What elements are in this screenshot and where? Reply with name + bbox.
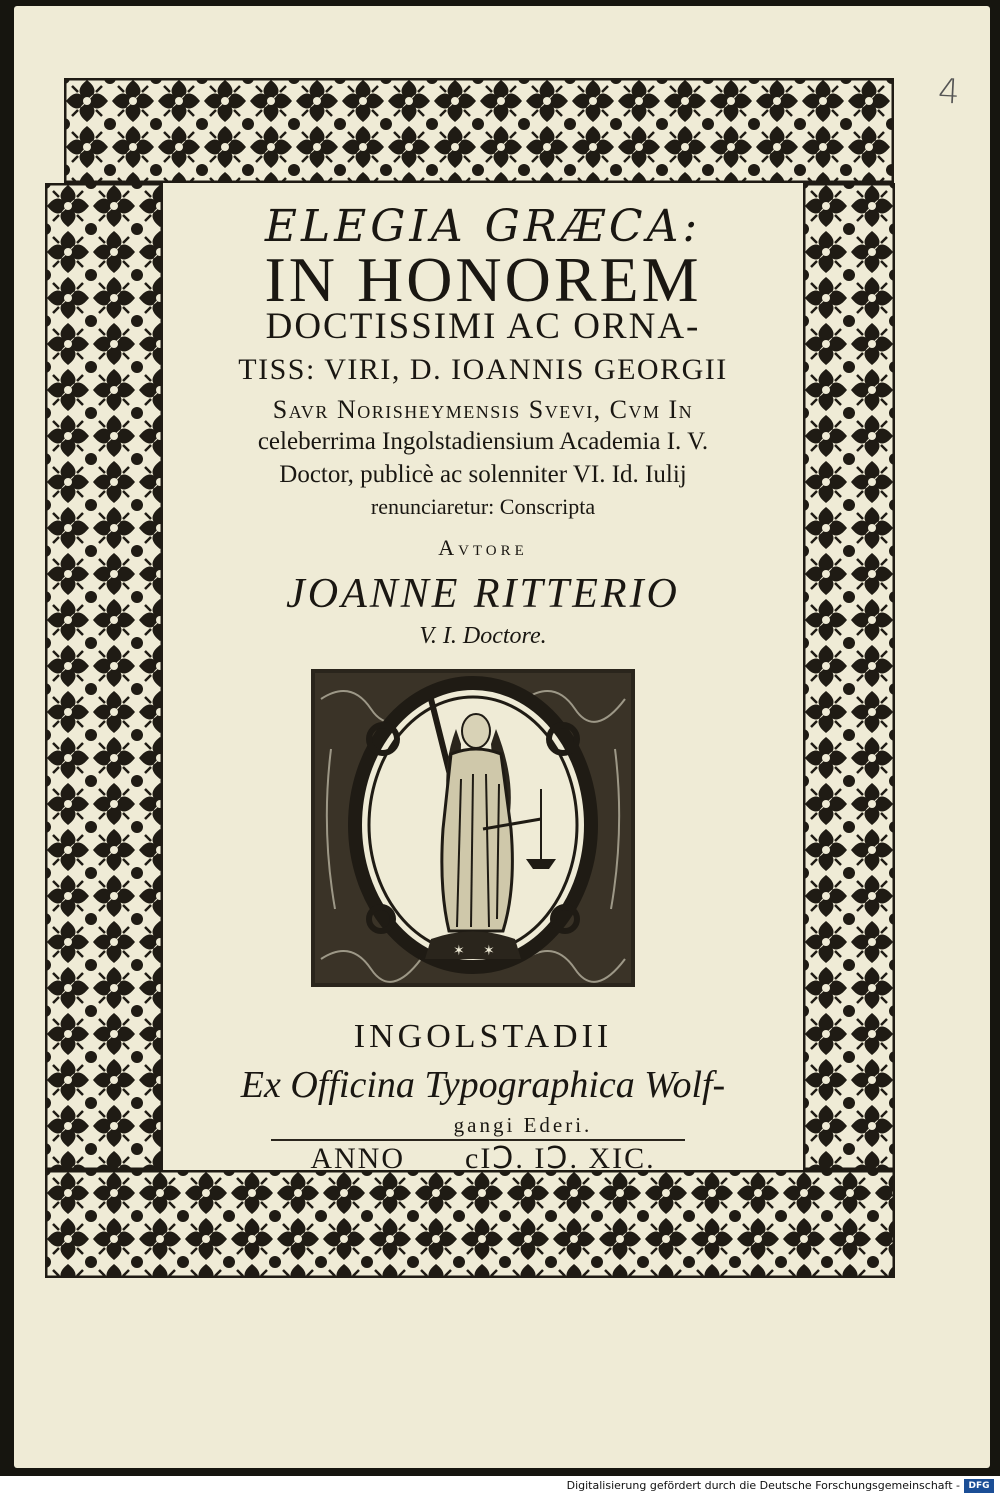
ornament-border-left bbox=[45, 183, 163, 1170]
imprint-place: INGOLSTADII bbox=[353, 1018, 613, 1055]
title-line-in-honorem: IN HONOREM bbox=[264, 244, 702, 315]
page-number: 4 bbox=[936, 71, 961, 113]
title-line-savr: Savr Norisheymensis Svevi, Cvm In bbox=[272, 395, 694, 424]
anno-value: cIↃ. IↃ. XIC. bbox=[465, 1142, 656, 1175]
svg-text:✶: ✶ bbox=[483, 943, 495, 959]
anno-label: ANNO bbox=[310, 1142, 405, 1175]
imprint-printer-line1: Ex Officina Typographica Wolf- bbox=[240, 1064, 726, 1106]
ornament-border-right bbox=[803, 183, 895, 1170]
title-line-doctor: Doctor, publicè ac solenniter VI. Id. Iulij bbox=[279, 461, 687, 488]
justitia-woodcut-image bbox=[311, 669, 635, 987]
digitization-footer bbox=[0, 1476, 1000, 1497]
svg-text:✶: ✶ bbox=[453, 943, 465, 959]
imprint-year-line bbox=[163, 1141, 803, 1176]
imprint-printer-line2: gangi Ederi. bbox=[453, 1113, 593, 1137]
title-line-elegia: ELEGIA GRÆCA: bbox=[264, 201, 702, 252]
dfg-logo-icon: DFG bbox=[964, 1479, 994, 1493]
title-line-celeberrima: celeberrima Ingolstadiensium Academia I. V. bbox=[257, 428, 709, 455]
footer-credit: Digitalisierung gefördert durch die Deutsche Forschungsgemeinschaft - bbox=[566, 1479, 960, 1492]
author-name: JOANNE RITTERIO bbox=[286, 571, 680, 617]
title-line-renunciaretur: renunciaretur: Conscripta bbox=[370, 494, 596, 519]
title-text-block bbox=[163, 183, 803, 1175]
title-line-avtore: Avtore bbox=[438, 535, 528, 560]
author-degree: V. I. Doctore. bbox=[419, 623, 547, 649]
title-line-doctissimi: DOCTISSIMI AC ORNA- bbox=[265, 306, 701, 347]
title-line-tiss: TISS: VIRI, D. IOANNIS GEORGII bbox=[238, 353, 728, 386]
ornament-border-bottom bbox=[45, 1170, 895, 1278]
ornament-border-top bbox=[64, 78, 894, 183]
